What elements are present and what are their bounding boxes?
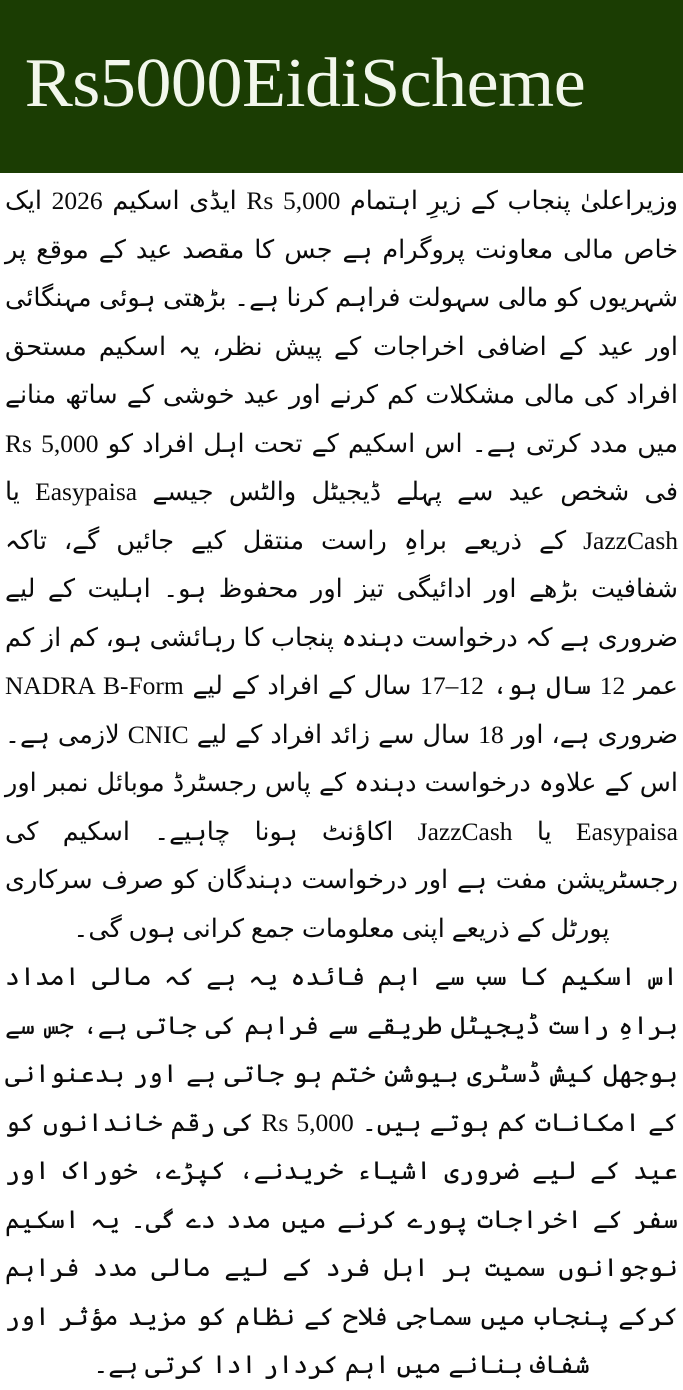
- article-body: [0, 173, 683, 1390]
- article-paragraph-overview: وزیراعلیٰ پنجاب کے زیرِ اہتمام Rs 5,000 ایڈی اسکیم 2026 ایک خاص مالی معاونت پروگرام ہے جس کا مقصد عید کے موقع پر شہریوں کو مالی سہولت فراہم کرنا ہے۔ بڑھتی ہوئی مہنگائی اور عید کے اضافی اخراجات کے پیش نظر، یہ اسکیم مستحق افراد کی مالی مشکلات کم کرنے اور عید خوشی کے ساتھ منانے میں مدد کرتی ہے۔ اس اسکیم کے تحت اہل افراد کو Rs 5,000 فی شخص عید سے پہلے ڈیجیٹل والٹس جیسے Easypaisa یا JazzCash کے ذریعے براہِ راست منتقل کیے جائیں گے، تاکہ شفافیت بڑھے اور ادائیگی تیز اور محفوظ ہو۔ اہلیت کے لیے ضروری ہے کہ درخواست دہندہ پنجاب کا رہائشی ہو، کم از کم عمر 12 سال ہو، 12–17 سال کے افراد کے لیے NADRA B-Form ضروری ہے، اور 18 سال سے زائد افراد کے لیے CNIC لازمی ہے۔ اس کے علاوہ درخواست دہندہ کے پاس رجسٹرڈ موبائل نمبر اور Easypaisa یا JazzCash اکاؤنٹ ہونا چاہیے۔ اسکیم کی رجسٹریشن مفت ہے اور درخواست دہندگان کو صرف سرکاری پورٹل کے ذریعے اپنی معلومات جمع کرانی ہوں گی۔: [5, 186, 679, 943]
- header-banner: [0, 0, 683, 173]
- article-paragraph-benefits: اس اسکیم کا سب سے اہم فائدہ یہ ہے کہ مالی امداد براہِ راست ڈیجیٹل طریقے سے فراہم کی جاتی ہے، جس سے بوجھل کیش ڈسٹری بیوشن ختم ہو جاتی ہے اور بدعنوانی کے امکانات کم ہوتے ہیں۔ Rs 5,000 کی رقم خاندانوں کو عید کے لیے ضروری اشیاء خریدنے، کپڑے، خوراک اور سفر کے اخراجات پورے کرنے میں مدد دے گی۔ یہ اسکیم نوجوانوں سمیت ہر اہل فرد کے لیے مالی مدد فراہم کرکے پنجاب میں سماجی فلاح کے نظام کو مزید مؤثر اور شفاف بنانے میں اہم کردار ادا کرتی ہے۔: [5, 962, 678, 1379]
- page-title: Rs5000EidiScheme: [24, 44, 586, 122]
